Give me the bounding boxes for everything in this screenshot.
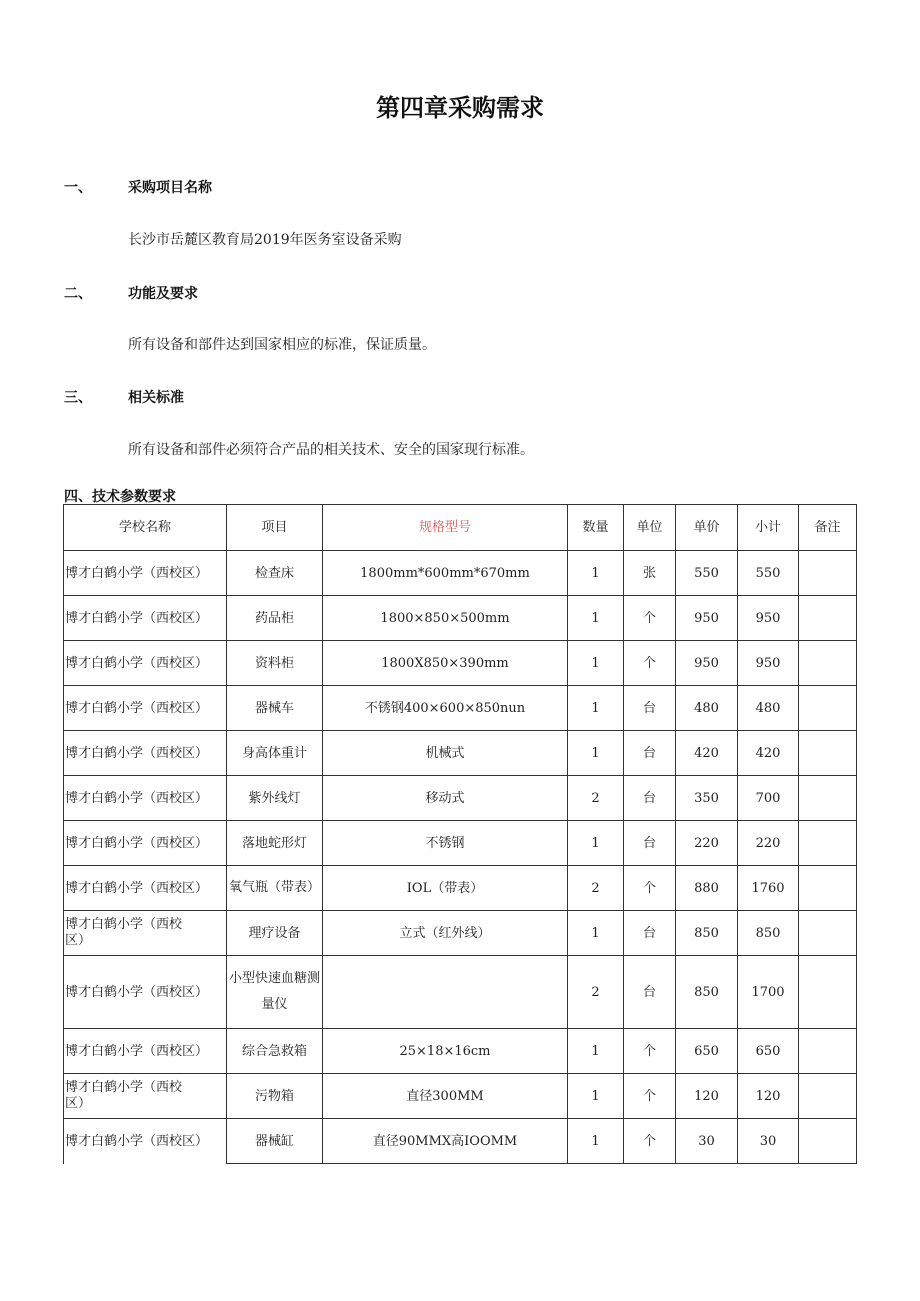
cell-remark [799, 866, 857, 911]
cell-item: 资料柜 [227, 641, 323, 686]
table-row [64, 731, 857, 776]
table-row [64, 551, 857, 596]
cell-spec: 机械式 [323, 731, 568, 776]
cell-qty: 1 [568, 911, 624, 956]
cell-item: 器械车 [227, 686, 323, 731]
cell-price: 950 [676, 596, 738, 641]
cell-spec: 25×18×16cm [323, 1029, 568, 1074]
cell-unit: 个 [624, 641, 676, 686]
cell-price: 880 [676, 866, 738, 911]
cell-item: 检查床 [227, 551, 323, 596]
col-header-subtotal: 小计 [738, 505, 799, 551]
cell-remark [799, 686, 857, 731]
table-row [64, 956, 857, 1029]
cell-subtotal: 30 [738, 1119, 799, 1164]
cell-spec: IOL（带表） [323, 866, 568, 911]
section-heading-2 [64, 283, 198, 303]
cell-qty: 1 [568, 551, 624, 596]
cell-item: 氧气瓶（带表） [227, 866, 323, 911]
cell-subtotal: 950 [738, 641, 799, 686]
cell-item: 落地蛇形灯 [227, 821, 323, 866]
cell-school: 博才白鹤小学（西校区） [64, 551, 227, 596]
section-title: 采购项目名称 [128, 180, 212, 196]
cell-price: 480 [676, 686, 738, 731]
cell-remark [799, 731, 857, 776]
cell-remark [799, 911, 857, 956]
col-header-unit: 单位 [624, 505, 676, 551]
cell-school: 博才白鹤小学（西校区） [64, 956, 227, 1029]
cell-price: 950 [676, 641, 738, 686]
cell-price: 420 [676, 731, 738, 776]
col-header-remark: 备注 [799, 505, 857, 551]
spec-table [63, 504, 857, 1164]
cell-item: 理疗设备 [227, 911, 323, 956]
cell-school: 博才白鹤小学（西校区） [64, 641, 227, 686]
cell-spec: 不锈钢 [323, 821, 568, 866]
cell-remark [799, 956, 857, 1029]
cell-subtotal: 120 [738, 1074, 799, 1119]
cell-spec: 立式（红外线） [323, 911, 568, 956]
cell-unit: 台 [624, 686, 676, 731]
table-row [64, 911, 857, 956]
cell-unit: 台 [624, 821, 676, 866]
col-header-school: 学校名称 [64, 505, 227, 551]
cell-qty: 1 [568, 1074, 624, 1119]
cell-school: 博才白鹤小学（西校区） [64, 1119, 227, 1164]
cell-qty: 2 [568, 776, 624, 821]
cell-subtotal: 1700 [738, 956, 799, 1029]
cell-item: 小型快速血糖测量仪 [227, 956, 323, 1029]
cell-remark [799, 1074, 857, 1119]
cell-qty: 1 [568, 1119, 624, 1164]
section-title: 相关标准 [128, 390, 184, 406]
cell-remark [799, 1119, 857, 1164]
table-row [64, 641, 857, 686]
cell-price: 350 [676, 776, 738, 821]
cell-subtotal: 650 [738, 1029, 799, 1074]
cell-subtotal: 220 [738, 821, 799, 866]
cell-unit: 个 [624, 1119, 676, 1164]
cell-spec: 直径90MMX高IOOMM [323, 1119, 568, 1164]
cell-item: 器械缸 [227, 1119, 323, 1164]
col-header-qty: 数量 [568, 505, 624, 551]
section-body-3: 所有设备和部件必须符合产品的相关技术、安全的国家现行标准。 [128, 442, 534, 458]
cell-spec: 直径300MM [323, 1074, 568, 1119]
cell-unit: 台 [624, 956, 676, 1029]
table-row [64, 866, 857, 911]
cell-school: 博才白鹤小学（西校区） [64, 911, 227, 956]
cell-subtotal: 1760 [738, 866, 799, 911]
cell-school: 博才白鹤小学（西校区） [64, 596, 227, 641]
cell-qty: 1 [568, 686, 624, 731]
cell-spec [323, 956, 568, 1029]
table-row [64, 776, 857, 821]
section-number: 一、 [64, 180, 92, 196]
cell-school: 博才白鹤小学（西校区） [64, 686, 227, 731]
cell-subtotal: 480 [738, 686, 799, 731]
cell-qty: 1 [568, 821, 624, 866]
cell-spec: 移动式 [323, 776, 568, 821]
cell-remark [799, 1029, 857, 1074]
cell-unit: 台 [624, 911, 676, 956]
cell-remark [799, 776, 857, 821]
cell-subtotal: 850 [738, 911, 799, 956]
cell-spec: 1800X850×390mm [323, 641, 568, 686]
cell-item: 身高体重计 [227, 731, 323, 776]
cell-remark [799, 551, 857, 596]
cell-school: 博才白鹤小学（西校区） [64, 1029, 227, 1074]
cell-unit: 台 [624, 731, 676, 776]
cell-school: 博才白鹤小学（西校区） [64, 821, 227, 866]
section-heading-1 [64, 177, 212, 197]
table-row [64, 596, 857, 641]
section-number: 三、 [64, 390, 92, 406]
section-title: 功能及要求 [128, 286, 198, 302]
cell-remark [799, 821, 857, 866]
cell-item: 综合急救箱 [227, 1029, 323, 1074]
table-title: 四、技术参数要求 [64, 489, 176, 505]
cell-unit: 个 [624, 596, 676, 641]
cell-price: 220 [676, 821, 738, 866]
cell-subtotal: 550 [738, 551, 799, 596]
col-header-price: 单价 [676, 505, 738, 551]
cell-price: 850 [676, 911, 738, 956]
cell-price: 550 [676, 551, 738, 596]
cell-school: 博才白鹤小学（西校区） [64, 731, 227, 776]
cell-qty: 1 [568, 1029, 624, 1074]
cell-unit: 张 [624, 551, 676, 596]
cell-spec: 1800mm*600mm*670mm [323, 551, 568, 596]
cell-item: 紫外线灯 [227, 776, 323, 821]
cell-spec: 1800×850×500mm [323, 596, 568, 641]
cell-unit: 个 [624, 1074, 676, 1119]
cell-qty: 1 [568, 641, 624, 686]
cell-price: 850 [676, 956, 738, 1029]
section-heading-3 [64, 387, 184, 407]
page-title: 第四章采购需求 [376, 94, 544, 122]
cell-price: 650 [676, 1029, 738, 1074]
cell-unit: 个 [624, 866, 676, 911]
cell-spec: 不锈钢400×600×850nun [323, 686, 568, 731]
cell-price: 120 [676, 1074, 738, 1119]
table-row [64, 686, 857, 731]
cell-unit: 个 [624, 1029, 676, 1074]
section-body-1: 长沙市岳麓区教育局2019年医务室设备采购 [128, 232, 402, 248]
cell-subtotal: 700 [738, 776, 799, 821]
table-row [64, 1119, 857, 1164]
col-header-spec: 规格型号 [323, 505, 568, 551]
cell-subtotal: 420 [738, 731, 799, 776]
cell-qty: 1 [568, 596, 624, 641]
cell-subtotal: 950 [738, 596, 799, 641]
table-header-row [64, 505, 857, 551]
table-row [64, 1029, 857, 1074]
cell-qty: 2 [568, 956, 624, 1029]
cell-price: 30 [676, 1119, 738, 1164]
section-body-2: 所有设备和部件达到国家相应的标准，保证质量。 [128, 337, 436, 353]
cell-item: 药品柜 [227, 596, 323, 641]
cell-item: 污物箱 [227, 1074, 323, 1119]
cell-unit: 台 [624, 776, 676, 821]
cell-remark [799, 596, 857, 641]
col-header-item: 项目 [227, 505, 323, 551]
cell-qty: 2 [568, 866, 624, 911]
cell-remark [799, 641, 857, 686]
cell-qty: 1 [568, 731, 624, 776]
section-number: 二、 [64, 286, 92, 302]
table-row [64, 821, 857, 866]
cell-school: 博才白鹤小学（西校区） [64, 1074, 227, 1119]
cell-school: 博才白鹤小学（西校区） [64, 866, 227, 911]
cell-school: 博才白鹤小学（西校区） [64, 776, 227, 821]
table-row [64, 1074, 857, 1119]
